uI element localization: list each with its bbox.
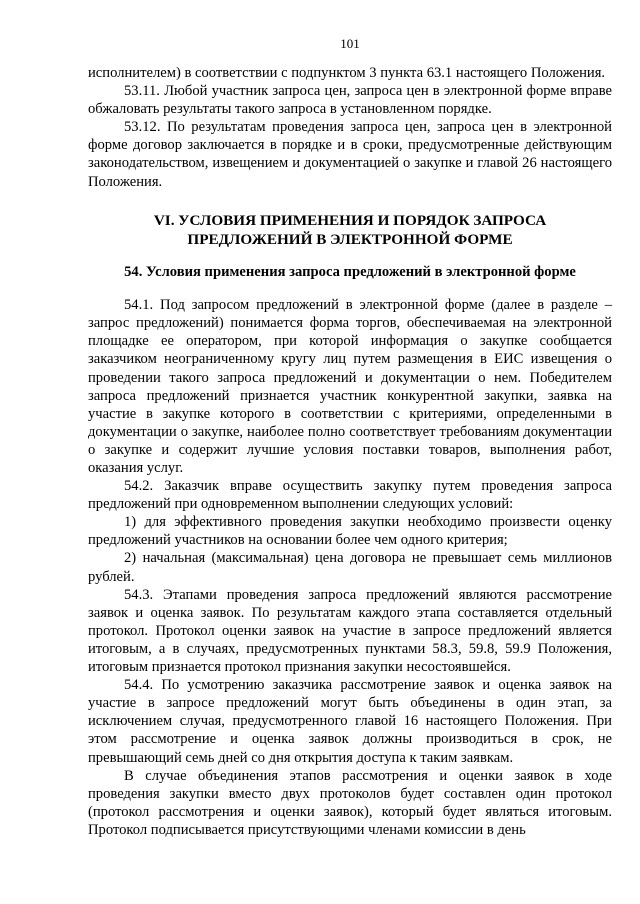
section-heading-line-2: ПРЕДЛОЖЕНИЙ В ЭЛЕКТРОННОЙ ФОРМЕ: [187, 231, 513, 249]
paragraph-54-2: 54.2. Заказчик вправе осуществить закупку путем проведения запроса предложений при одновременном выполнении следующих условий:: [88, 478, 612, 513]
section-heading: [88, 211, 612, 250]
paragraph-54-4: 54.4. По усмотрению заказчика рассмотрение заявок и оценка заявок на участие в запросе предложений могут быть объединены в один этап, за исключением случая, предусмотренного главой 16 настоящего Положения. При этом рассмотрение и оценка заявок должны производиться в срок, не превышающий семь дней со дня открытия доступа к таким заявкам.: [88, 677, 612, 766]
paragraph-53-12: 53.12. По результатам проведения запроса цен, запроса цен в электронной форме договор заключается в порядке и в сроки, предусмотренные действующим законодательством, извещением и документацией о закупке и главой 26 настоящего Положения.: [88, 119, 612, 190]
subsection-heading: 54. Условия применения запроса предложений в электронной форме: [124, 263, 576, 280]
paragraph-continuation: исполнителем) в соответствии с подпунктом 3 пункта 63.1 настоящего Положения.: [88, 65, 606, 81]
list-item-2: 2) начальная (максимальная) цена договора не превышает семь миллионов рублей.: [88, 550, 612, 585]
document-page: [88, 36, 612, 839]
section-heading-line-1: VI. УСЛОВИЯ ПРИМЕНЕНИЯ И ПОРЯДОК ЗАПРОСА: [153, 211, 547, 229]
page-number: 101: [340, 36, 360, 51]
list-item-1: 1) для эффективного проведения закупки необходимо произвести оценку предложений участников на основании более чем одного критерия;: [88, 514, 612, 549]
paragraph-53-11: 53.11. Любой участник запроса цен, запроса цен в электронной форме вправе обжаловать результаты такого запроса в установленном порядке.: [88, 83, 612, 118]
paragraph-54-1: 54.1. Под запросом предложений в электронной форме (далее в разделе – запрос предложений) понимается форма торгов, обеспечиваемая на электронной площадке ее оператором, при которой информация о закупке сообщается заказчиком неограниченному кругу лиц путем размещения в ЕИС извещения о проведении такого запроса предложений и документации о нем. Победителем запроса предложений признается участник конкурентной закупки, заявка на участие в закупке которого в соответствии с критериями, определенными в документации о закупке, наиболее полно соответствует требованиям документации о закупке и содержит лучшие условия поставки товаров, выполнения работ, оказания услуг.: [88, 297, 612, 476]
paragraph-54-3: 54.3. Этапами проведения запроса предложений являются рассмотрение заявок и оценка заявок. По результатам каждого этапа составляется отдельный протокол. Протокол оценки заявок на участие в запросе предложений является итоговым, а в случаях, предусмотренных пунктами 58.3, 59.8, 59.9 Положения, итоговым признается протокол признания закупки несостоявшейся.: [88, 586, 612, 676]
paragraph-merged-stages: В случае объединения этапов рассмотрения и оценки заявок в ходе проведения закупки вместо двух протоколов будет составлен один протокол (протокол рассмотрения и оценки заявок), который будет являться итоговым. Протокол подписывается присутствующими членами комиссии в день: [88, 767, 612, 838]
